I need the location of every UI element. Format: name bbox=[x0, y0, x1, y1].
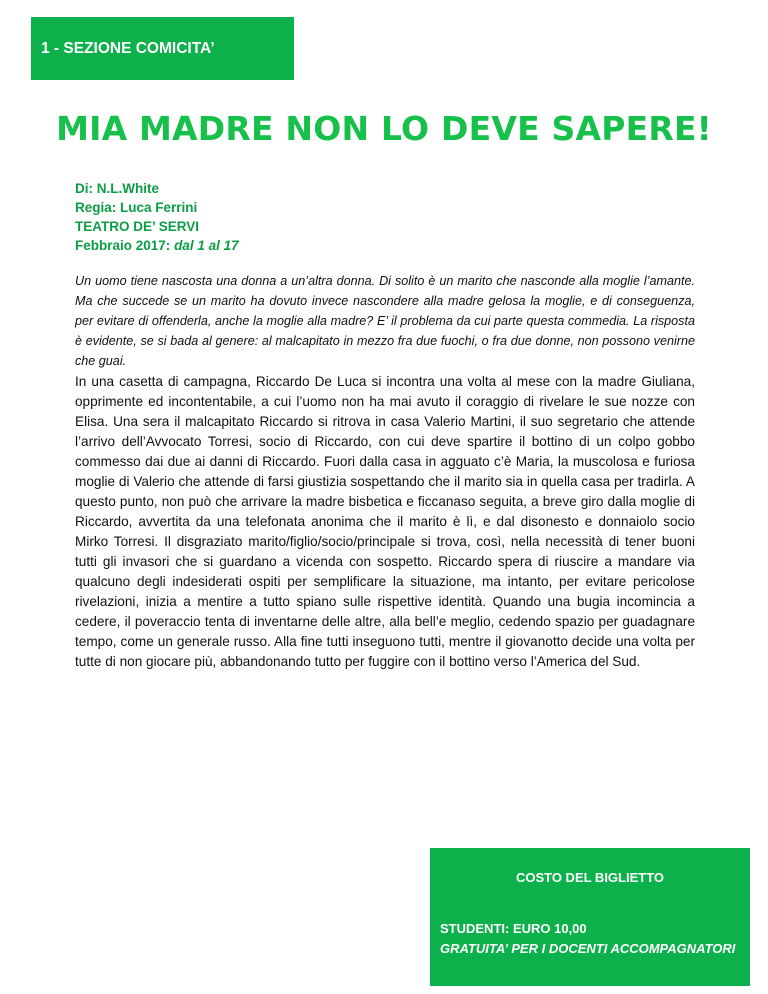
author-line: Di: N.L.White bbox=[75, 181, 159, 196]
director-line: Regia: Luca Ferrini bbox=[75, 200, 198, 215]
date-label: Febbraio 2017: bbox=[75, 238, 171, 253]
student-price: STUDENTI: EURO 10,00 bbox=[440, 921, 587, 936]
plot-paragraph: In una casetta di campagna, Riccardo De Luca si incontra una volta al mese con la madre Giuliana, opprimente ed incontentabile, a cui l’uomo non ha mai avuto il coraggio di rivelare le sue nozze con Elisa. Una sera il malcapitato Riccardo si ritrova in casa Valerio Martini, il suo segretario che attende l’arrivo dell’Avvocato Torresi, socio di Riccardo, con cui deve spartire il bottino di un colpo gobbo commesso dai due ai danni di Riccardo. Fuori dalla casa in agguato c’è Maria, la muscolosa e furiosa moglie di Valerio che attende di farsi giustizia sospettando che il marito sia in quella casa per tradirla. A questo punto, non può che arrivare la madre bisbetica e ficcanaso seguita, a breve giro dalla moglie di Riccardo, avvertita da una telefonata anonima che il marito è lì, e dal disonesto e donnaiolo socio Mirko Torresi. Il disgraziato marito/figlio/socio/principale si trova, così, nella necessità di tener buoni tutti gli invasori che si guardano a vicenda con sospetto. Riccardo spera di riuscire a mandare via qualcuno degli indesiderati ospiti per semplificare la situazione, ma intanto, per evitare pericolose rivelazioni, inizia a mentire a tutto spiano sulle rispettive identità. Quando una bugia incomincia a cedere, il poveraccio tenta di inventarne delle altre, alla bell’e meglio, cedendo spazio per guadagnare tempo, come un generale russo. Alla fine tutti inseguono tutti, mentre il giovanotto decide una volta per tutte di non giocare più, abbandonando tutto per fuggire con il bottino verso l’America del Sud. bbox=[75, 374, 695, 669]
teacher-price: GRATUITA’ PER I DOCENTI ACCOMPAGNATORI bbox=[440, 941, 736, 956]
ticket-heading: COSTO DEL BIGLIETTO bbox=[515, 870, 665, 885]
theatre-line: TEATRO DE’ SERVI bbox=[75, 219, 200, 234]
section-banner bbox=[31, 17, 294, 80]
page-title: MIA MADRE NON LO DEVE SAPERE! bbox=[56, 109, 712, 148]
date-value: dal 1 al 17 bbox=[174, 238, 239, 253]
show-details bbox=[75, 179, 695, 255]
ticket-price-box bbox=[430, 848, 750, 986]
date-line bbox=[75, 236, 695, 255]
synopsis-paragraph: Un uomo tiene nascosta una donna a un’altra donna. Di solito è un marito che nasconde alla moglie l’amante. Ma che succede se un marito ha dovuto invece nascondere alla madre gelosa la moglie, e di conseguenza, per evitare di offenderla, anche la moglie alla madre? E’ il problema da cui parte questa commedia. La risposta è evidente, se si bada al genere: al malcapitato in mezzo fra due fuochi, o fra due donne, non possono venirne che guai. bbox=[75, 274, 695, 368]
section-label: 1 - SEZIONE COMICITA’ bbox=[41, 39, 215, 57]
